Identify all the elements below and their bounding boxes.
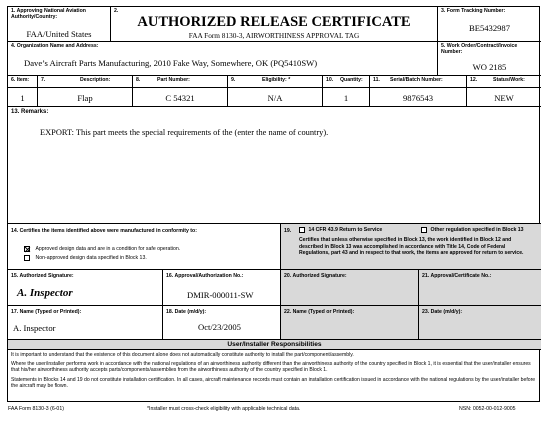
approved-design-checkbox[interactable] [24,246,30,252]
remarks-label: 13. Remarks: [11,109,49,115]
other-regulation-label: Other regulation specified in Block 13 [430,227,524,234]
header-item [8,76,38,88]
table-row [8,88,38,107]
option-other-regulation [421,227,524,233]
block-1-value[interactable]: FAA/United States [26,29,92,39]
block-18-label: 18. Date (m/d/y): [166,309,207,315]
header-status-num: 12. [470,77,478,83]
header-part-number [133,76,228,88]
authorized-signature[interactable]: A. Inspector [17,287,73,299]
other-regulation-checkbox[interactable] [421,227,427,233]
block-1-label: 1. Approving National Aviation Authority/Country: [11,8,86,20]
block-19 [281,224,541,270]
status-value[interactable]: NEW [494,93,514,103]
block-13-remarks [8,107,541,224]
block-15-label: 15. Authorized Signature: [11,273,74,279]
header-serial-num: 11. [373,77,380,83]
header-serial [370,76,467,88]
block-20 [281,270,419,306]
certificate-form [7,6,540,402]
header-description-label: Description: [80,77,111,83]
block-16-label: 16. Approval/Authorization No.: [166,273,244,279]
block-23 [419,306,541,340]
block-21 [419,270,541,306]
part-number-cell [133,88,228,107]
header-quantity-label: Quantity: [340,77,363,83]
option-non-approved-design [24,255,147,261]
responsibilities-paragraph-2: Where the user/installer performs work in accordance with the national regulations of an airworthiness authority different than the airworthiness authority of the country specified in Block 1, it is essential that the user/installer ensures that his/her airworthiness authority accepts parts/components/assemblies from the airworthiness authority of the country specified in Block 1. [11,361,531,374]
block-14 [8,224,281,270]
return-to-service-label: 14 CFR 43.9 Return to Service [308,227,383,234]
block-5-value[interactable]: WO 2185 [472,62,507,72]
responsibilities-paragraph-1: It is important to understand that the existence of this document alone does not automatically constitute authority to install the part/component/assembly. [11,352,354,358]
responsibilities-title: User/Installer Responsibilities [227,341,322,348]
block-22-label: 22. Name (Typed or Printed): [284,309,355,315]
eligibility-footnote: *Installer must cross-check eligibility with applicable technical data. [147,406,301,412]
eligibility-cell [228,88,323,107]
block-17 [8,306,163,340]
header-eligibility-num: 9. [231,77,236,83]
block-15 [8,270,163,306]
form-number: FAA Form 8130-3 (6-01) [8,406,64,412]
quantity-value[interactable]: 1 [343,93,349,103]
block-16 [163,270,281,306]
header-eligibility-label: Eligibility: * [262,77,291,83]
description-cell [38,88,133,107]
block-22 [281,306,419,340]
responsibilities-paragraph-3: Statements in Blocks 14 and 19 do not constitute installation certification. In all cases, aircraft maintenance records must contain an installation certification issued in accordance with the national regulations by the user/installer before the aircraft may be flown. [11,376,536,389]
header-quantity [323,76,370,88]
header-status-label: Status/Work: [493,77,525,83]
serial-cell [370,88,467,107]
block-3-label: 3. Form Tracking Number: [441,8,506,14]
header-status [467,76,541,88]
date-value[interactable]: Oct/23/2005 [198,322,241,332]
header-item-label: 6. Item: [11,77,30,83]
header-part-number-label: Part Number: [157,77,190,83]
block-4-value[interactable]: Dave’s Aircraft Parts Manufacturing, 2010 Fake Way, Somewhere, OK (PQ5410SW) [24,58,318,68]
header-eligibility [228,76,323,88]
header-part-number-num: 8. [136,77,141,83]
option-return-to-service [299,227,382,233]
block-19-label: 19. [284,228,292,234]
block-4 [8,42,438,76]
part-number-value[interactable]: C 54321 [165,93,195,103]
option-approved-design [24,246,180,252]
form-title: AUTHORIZED RELEASE CERTIFICATE [137,14,411,30]
header-description-num: 7. [41,77,46,83]
block-5-label: 5. Work Order/Contract/Invoice Number: [441,43,518,55]
status-cell [467,88,541,107]
block-2-label: 2. [114,8,119,14]
item-value[interactable]: 1 [20,93,25,103]
block-5 [438,42,541,76]
header-serial-label: Serial/Batch Number: [390,77,443,83]
block-17-label: 17. Name (Typed or Printed): [11,309,82,315]
responsibilities-heading [8,340,541,350]
block-19-statement: Certifies that unless otherwise specified in Block 13, the work identified in Block 12 and described in Block 13 was accomplished in accordance with Title 14, Code of Federal Regulations, part 43 and in respect to that work, the items are approved for return to service. [299,237,524,257]
block-23-label: 23. Date (m/d/y): [422,309,463,315]
header-description [38,76,133,88]
non-approved-design-label: Non-approved design data specified in Block 13. [35,255,147,262]
approval-number[interactable]: DMIR-000011-SW [187,290,254,300]
printed-name[interactable]: A. Inspector [13,323,56,333]
block-3-value[interactable]: BE5432987 [468,23,511,33]
remarks-text[interactable]: EXPORT: This part meets the special requirements of the (enter the name of country). [40,128,329,137]
responsibilities-body [11,352,538,389]
block-1 [8,7,111,42]
header-quantity-num: 10. [326,77,334,83]
block-3 [438,7,541,42]
approved-design-label: Approved design data and are in a condition for safe operation. [35,246,181,253]
block-4-label: 4. Organization Name and Address: [11,43,99,49]
serial-value[interactable]: 9876543 [402,93,434,103]
return-to-service-checkbox[interactable] [299,227,305,233]
block-18 [163,306,281,340]
form-subtitle: FAA Form 8130-3, AIRWORTHINESS APPROVAL TAG [188,31,360,40]
eligibility-value[interactable]: N/A [267,93,283,103]
block-20-label: 20. Authorized Signature: [284,273,347,279]
description-value[interactable]: Flap [77,93,93,103]
block-14-label: 14. Certifies the items identified above were manufactured in conformity to: [11,228,197,234]
nsn-number: NSN: 0052-00-012-9005 [459,406,516,412]
block-2 [111,7,438,42]
non-approved-design-checkbox[interactable] [24,255,30,261]
block-21-label: 21. Approval/Certificate No.: [422,273,492,279]
quantity-cell [323,88,370,107]
